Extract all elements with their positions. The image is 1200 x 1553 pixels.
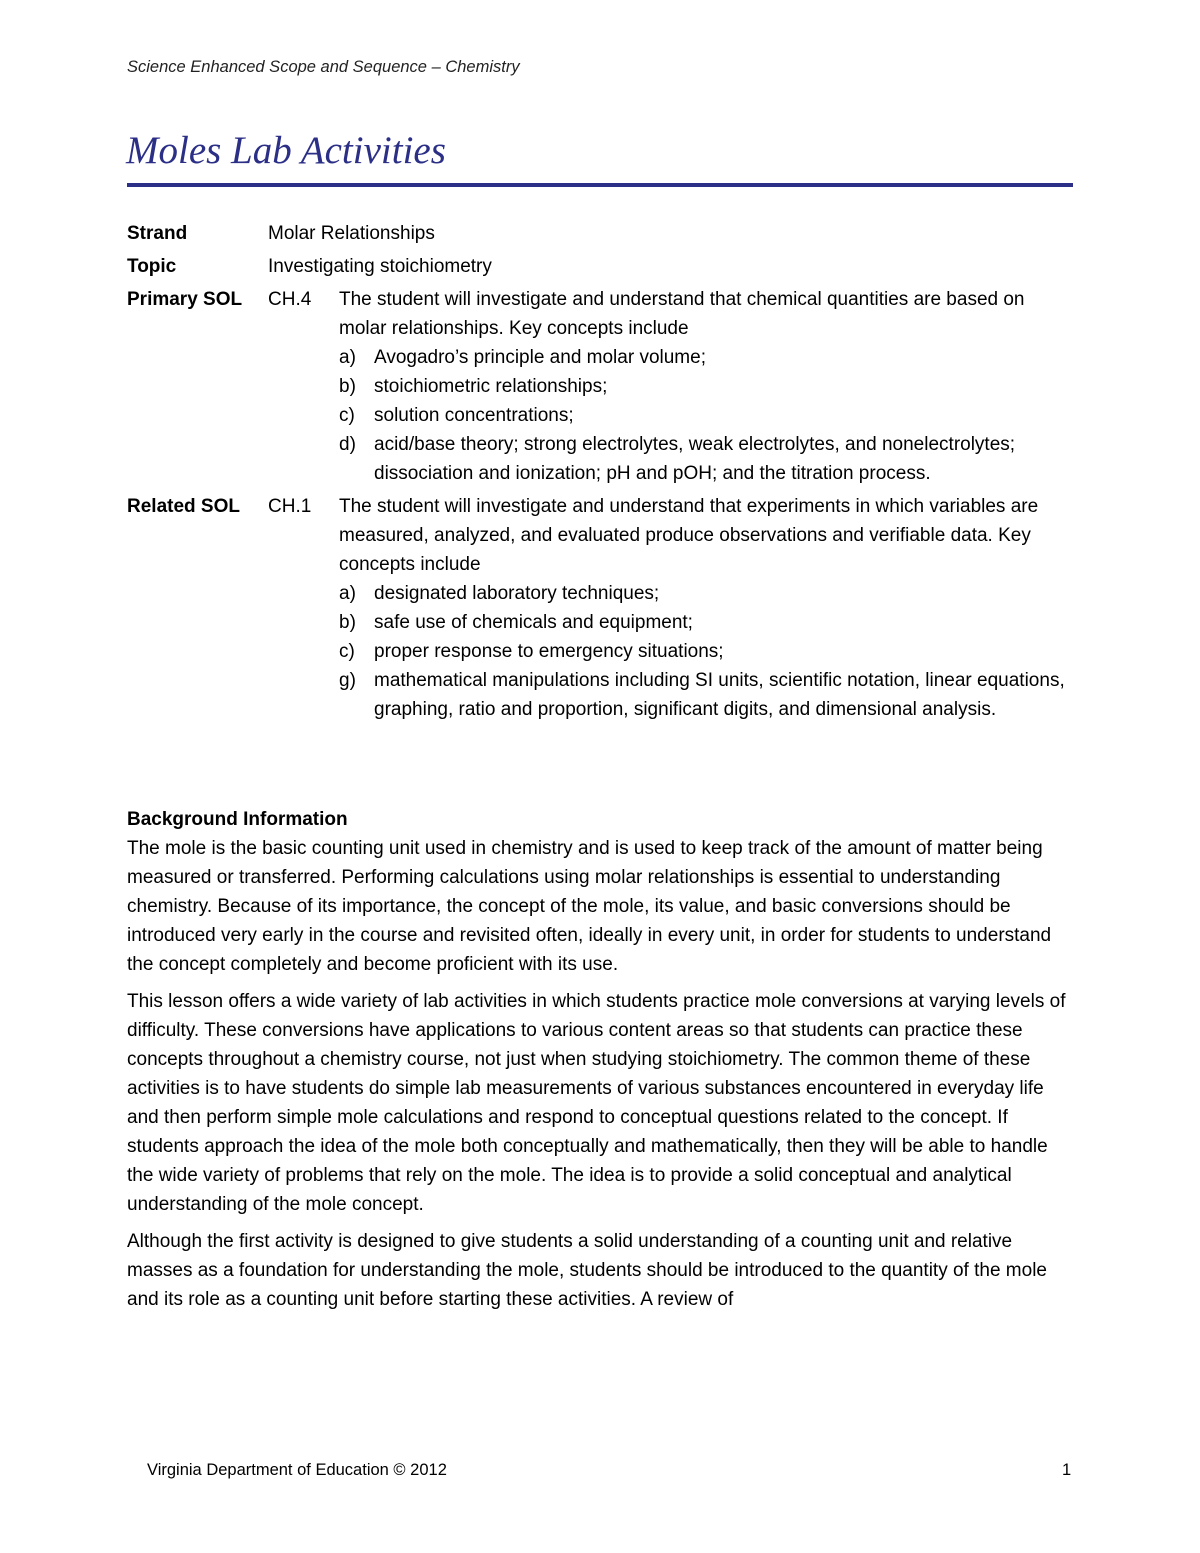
page-title: Moles Lab Activities xyxy=(126,129,446,172)
strand-label: Strand xyxy=(127,223,188,244)
strand-row xyxy=(127,219,1073,248)
related-sol-intro: The student will investigate and understand that experiments in which variables are measured, analyzed, and evaluated produce observations and verifiable data. Key concepts include xyxy=(339,496,1039,575)
list-text: acid/base theory; strong electrolytes, weak electrolytes, and nonelectrolytes; dissociation and ionization; pH and pOH; and the titration process. xyxy=(374,434,1016,484)
list-letter: c) xyxy=(339,405,355,426)
related-sol-row xyxy=(127,492,1073,724)
list-text: safe use of chemicals and equipment; xyxy=(374,612,693,633)
related-sol-label: Related SOL xyxy=(127,496,240,517)
list-letter: g) xyxy=(339,670,356,691)
title-rule xyxy=(127,183,1073,187)
list-item xyxy=(339,430,1073,488)
list-letter: c) xyxy=(339,641,355,662)
lesson-metadata xyxy=(127,219,1073,728)
list-item xyxy=(339,608,1073,637)
strand-value: Molar Relationships xyxy=(268,223,435,244)
running-header: Science Enhanced Scope and Sequence – Chemistry xyxy=(127,58,520,76)
primary-sol-list xyxy=(339,343,1073,488)
list-text: Avogadro’s principle and molar volume; xyxy=(374,347,706,368)
primary-sol-label: Primary SOL xyxy=(127,289,243,310)
list-letter: b) xyxy=(339,376,356,397)
background-paragraph: The mole is the basic counting unit used in chemistry and is used to keep track of the amount of matter being measured or transferred. Performing calculations using molar relationships is essential to understanding chemistry. Because of its importance, the concept of the mole, its value, and basic conversions should be introduced very early in the course and revisited often, ideally in every unit, in order for students to understand the concept completely and become proficient with its use. xyxy=(127,838,1052,975)
background-section xyxy=(127,805,1073,1322)
primary-sol-body xyxy=(339,285,1073,488)
footer-copyright: Virginia Department of Education © 2012 xyxy=(147,1461,447,1479)
primary-sol-row xyxy=(127,285,1073,488)
topic-label: Topic xyxy=(127,256,177,277)
list-letter: a) xyxy=(339,347,356,368)
background-heading: Background Information xyxy=(127,809,348,830)
list-item xyxy=(339,372,1073,401)
primary-sol-intro: The student will investigate and understand that chemical quantities are based on molar relationships. Key concepts include xyxy=(339,289,1025,339)
list-letter: a) xyxy=(339,583,356,604)
topic-row xyxy=(127,252,1073,281)
related-sol-code: CH.1 xyxy=(268,496,312,517)
list-item xyxy=(339,579,1073,608)
list-item xyxy=(339,343,1073,372)
list-text: stoichiometric relationships; xyxy=(374,376,608,397)
related-sol-list xyxy=(339,579,1073,724)
list-item xyxy=(339,401,1073,430)
list-item xyxy=(339,637,1073,666)
list-text: solution concentrations; xyxy=(374,405,574,426)
list-item xyxy=(339,666,1073,724)
list-letter: b) xyxy=(339,612,356,633)
list-text: proper response to emergency situations; xyxy=(374,641,724,662)
primary-sol-code: CH.4 xyxy=(268,289,312,310)
list-letter: d) xyxy=(339,434,356,455)
list-text: mathematical manipulations including SI units, scientific notation, linear equations, graphing, ratio and proportion, significant digits, and dimensional analysis. xyxy=(374,670,1065,720)
topic-value: Investigating stoichiometry xyxy=(268,256,492,277)
background-paragraph: This lesson offers a wide variety of lab activities in which students practice mole conversions at varying levels of difficulty. These conversions have applications to various content areas so that students can practice these concepts throughout a chemistry course, not just when studying stoichiometry. The common theme of these activities is to have students do simple lab measurements of various substances encountered in everyday life and then perform simple mole calculations and respond to conceptual questions related to the concept. If students approach the idea of the mole both conceptually and mathematically, then they will be able to handle the wide variety of problems that rely on the mole. The idea is to provide a solid conceptual and analytical understanding of the mole concept. xyxy=(127,991,1066,1215)
related-sol-body xyxy=(339,492,1073,724)
page-number: 1 xyxy=(1062,1461,1072,1479)
list-text: designated laboratory techniques; xyxy=(374,583,660,604)
background-paragraph: Although the first activity is designed to give students a solid understanding of a counting unit and relative masses as a foundation for understanding the mole, students should be introduced to the quantity of the mole and its role as a counting unit before starting these activities. A review of xyxy=(127,1231,1047,1310)
